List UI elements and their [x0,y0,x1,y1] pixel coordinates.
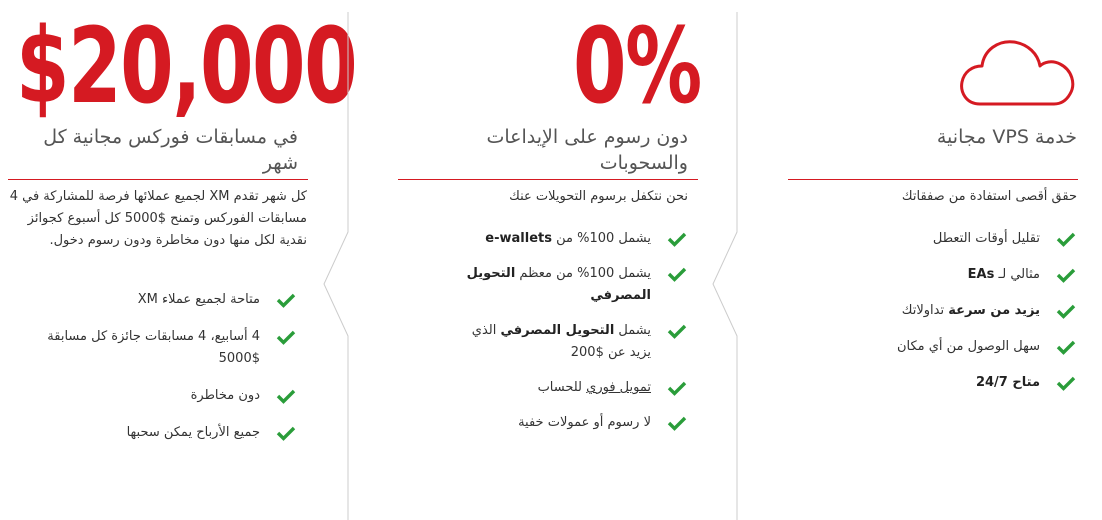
check-icon [1056,375,1076,391]
list-item-text: يشمل التحويل المصرفي الذي يزيد عن $200 [471,323,651,360]
vps-list [856,228,1076,394]
check-icon [667,323,687,339]
fees-heading: دون رسوم على الإيداعات والسحوبات [486,126,688,174]
list-item [447,228,687,250]
fees-percentage: 0% [573,5,701,127]
check-icon [1056,231,1076,247]
list-item [36,422,296,444]
list-item [447,263,687,307]
check-icon [276,388,296,404]
check-icon [1056,267,1076,283]
list-item-text: جميع الأرباح يمكن سحبها [126,425,260,440]
list-item-text: سهل الوصول من أي مكان [896,339,1040,354]
list-item [856,228,1076,250]
list-item-text: 4 أسابيع، 4 مسابقات جائزة كل مسابقة $5000 [47,329,260,366]
check-icon [1056,339,1076,355]
list-item-text: يشمل 100% من معظم التحويل المصرفي [466,266,651,303]
vps-rule [788,179,1078,180]
list-item [856,372,1076,394]
list-item [36,385,296,407]
list-item-text: لا رسوم أو عمولات خفية [518,415,651,430]
list-item [856,300,1076,322]
check-icon [276,329,296,345]
list-item [447,377,687,399]
list-item-text: يزيد من سرعة تداولاتك [901,303,1040,318]
list-item [36,326,296,370]
fees-column [350,0,700,520]
check-icon [276,292,296,308]
check-icon [667,231,687,247]
list-item [856,336,1076,358]
rewards-heading: في مسابقات فوركس مجانية كل شهر [43,126,298,174]
list-item-text: يشمل 100% من e-wallets [485,231,651,246]
instant-funding-link[interactable]: تمويل فوري [586,380,651,395]
vps-heading: خدمة VPS مجانية [936,126,1077,148]
rewards-amount: $20,000 [16,5,357,127]
list-item-text: متاحة لجميع عملاء XM [137,292,260,307]
list-item [856,264,1076,286]
check-icon [276,425,296,441]
rewards-intro: كل شهر تقدم XM لجميع عملائها فرصة للمشاركة في 4 مسابقات الفوركس وتمنح $5000 كل أسبوع كجوائز نقدية لكل منها دون مخاطرة ودون رسوم دخول. [9,189,307,248]
list-item [447,320,687,364]
list-item-text: متاح 24/7 [975,375,1040,390]
vps-column [740,0,1102,520]
check-icon [667,415,687,431]
rewards-column [0,0,357,520]
list-item-text: تقليل أوقات التعطل [932,231,1040,246]
rewards-rule [8,179,308,180]
vps-intro: حقق أقصى استفادة من صفقاتك [901,189,1077,204]
cloud-icon [958,30,1078,110]
check-icon [1056,303,1076,319]
fees-rule [398,179,698,180]
list-item [36,289,296,311]
fees-intro: نحن نتكفل برسوم التحويلات عنك [509,189,688,204]
fees-list [447,228,687,434]
list-item-text: تمويل فوري للحساب [537,380,651,395]
check-icon [667,266,687,282]
rewards-list [36,289,296,444]
list-item [447,412,687,434]
list-item-text: مثالي لـ EAs [967,267,1040,282]
check-icon [667,380,687,396]
list-item-text: دون مخاطرة [190,388,260,403]
